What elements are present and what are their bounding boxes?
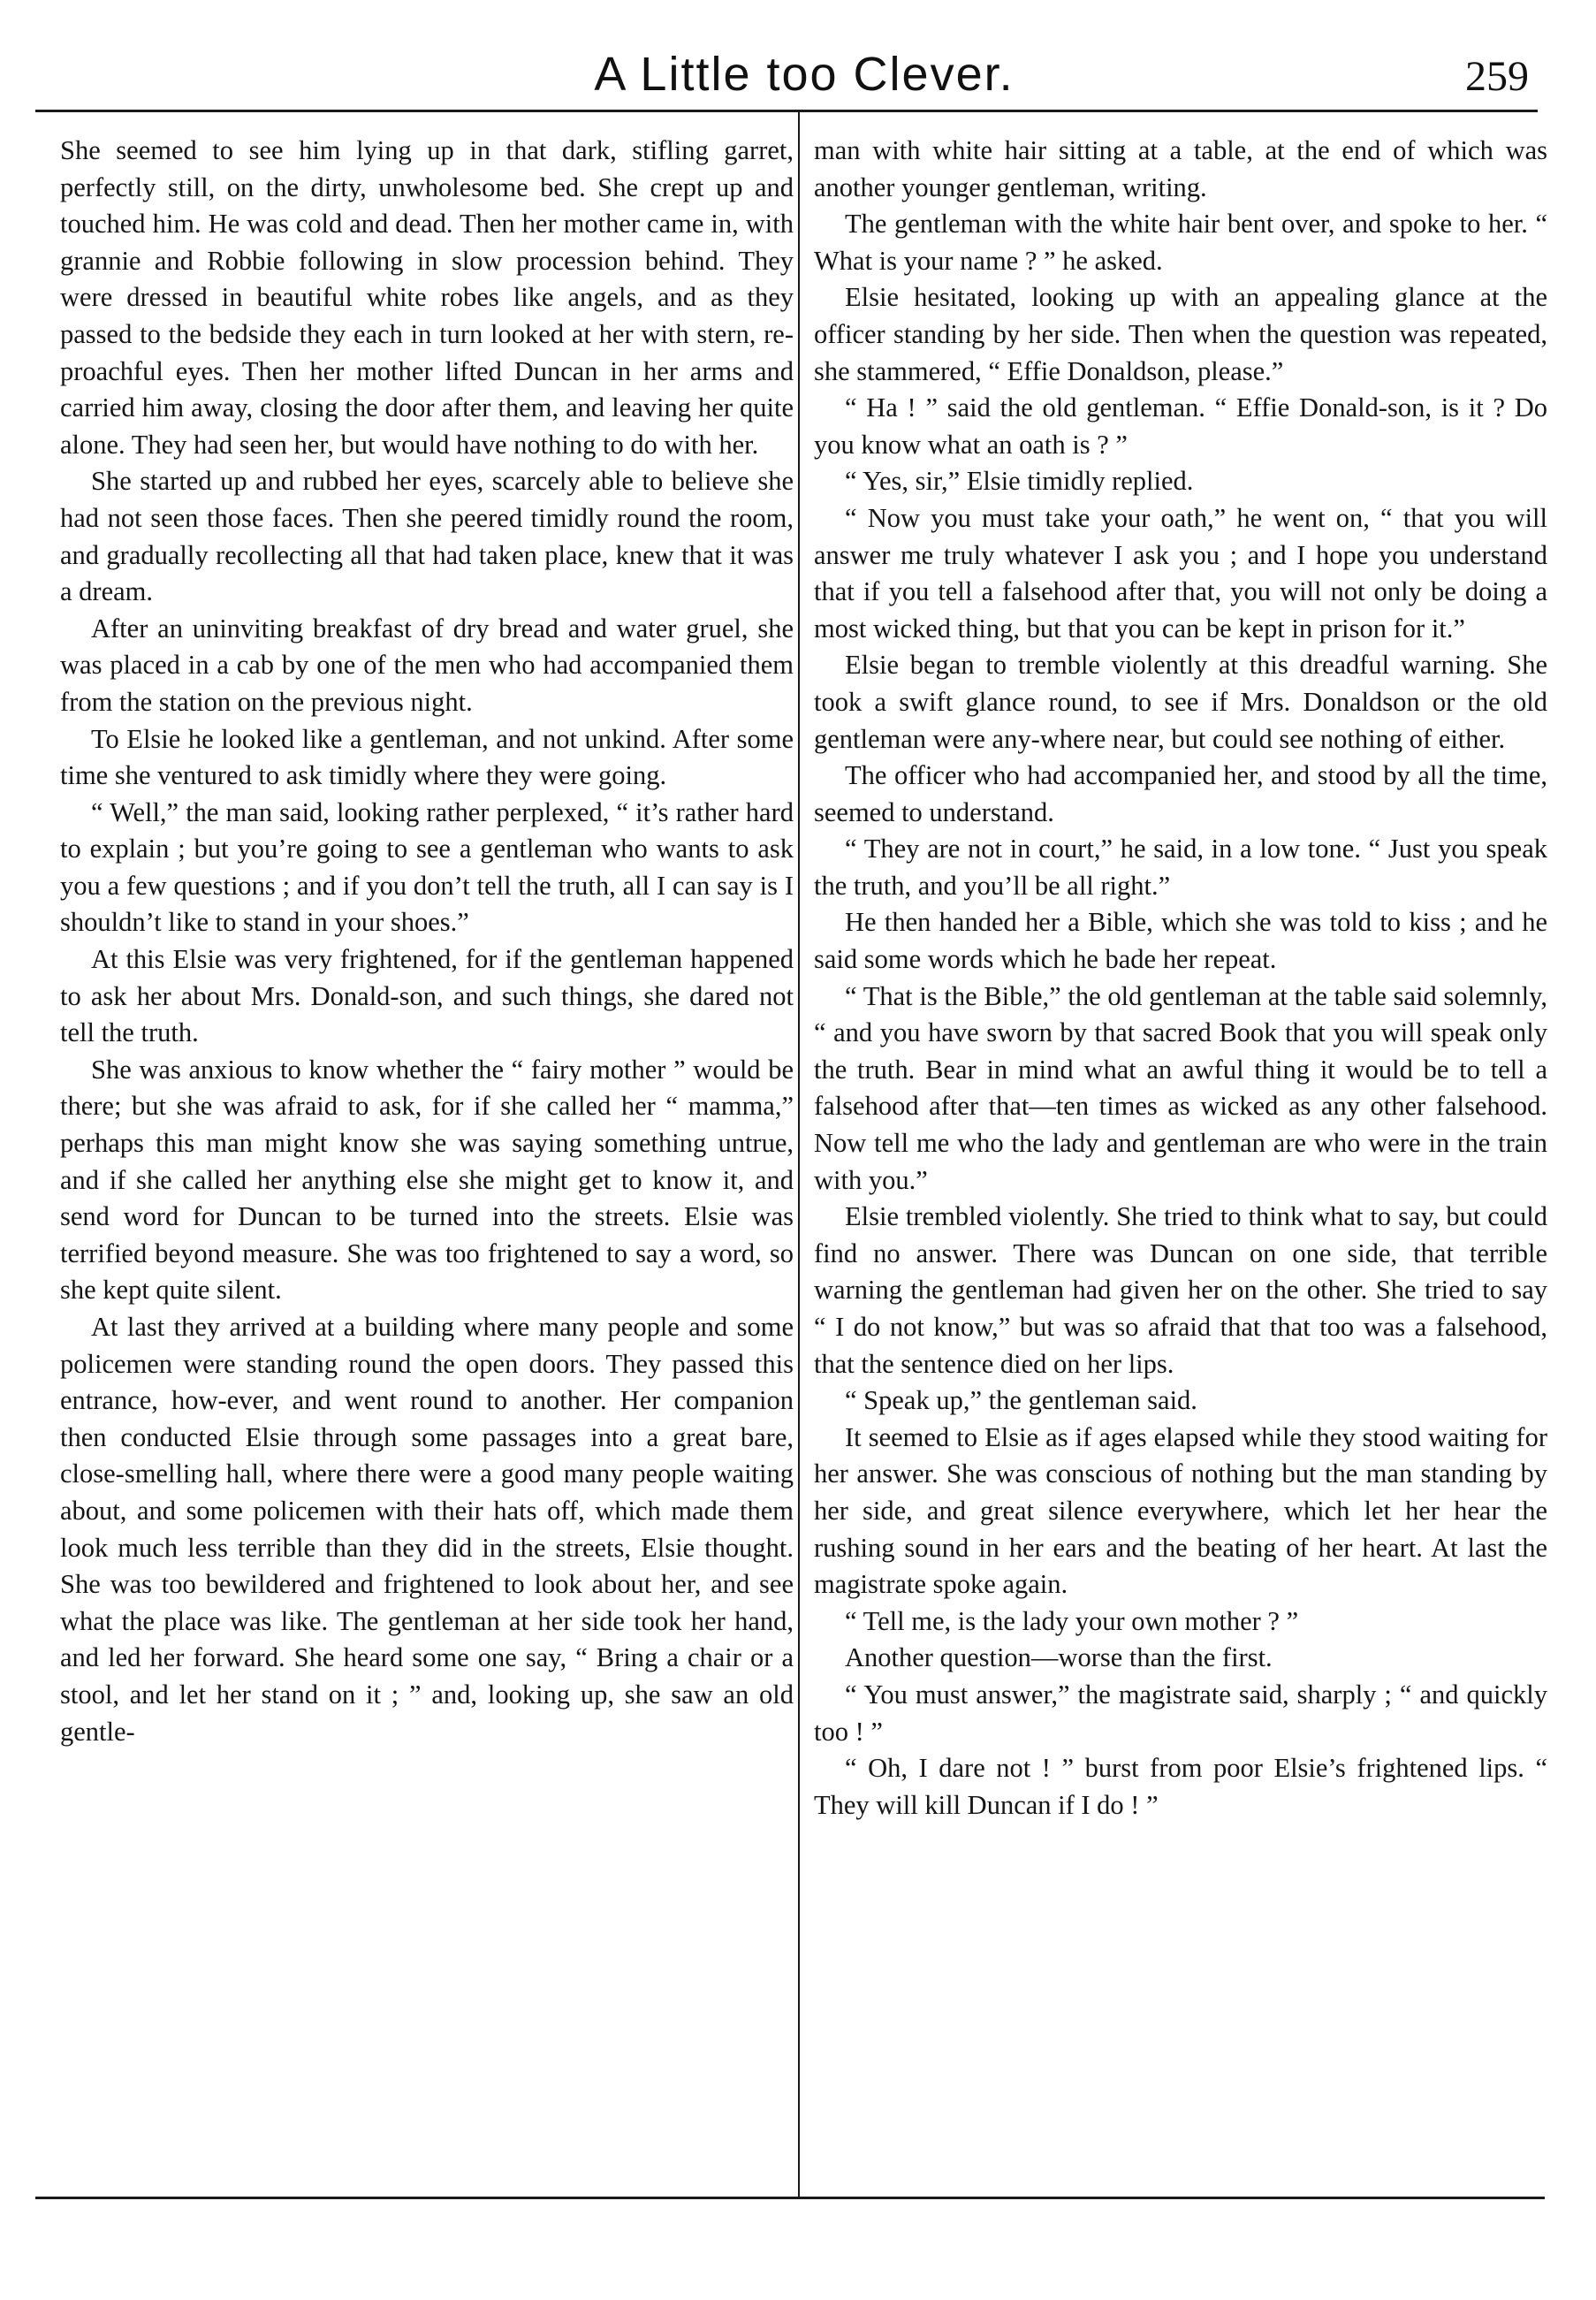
- footer-rule: [35, 2197, 1545, 2199]
- paragraph: At last they arrived at a building where many people and some policemen were standing round the open doors. They passed this entrance, how-ever, and went round to another. Her companion then conducted Elsie through some passages into a great bare, close-smelling hall, where there were a good many people waiting about, and some policemen with their hats off, which made them look much less terrible than they did in the streets, Elsie thought. She was too bewildered and frightened to look about her, and see what the place was like. The gentleman at her side took her hand, and led her forward. She heard some one say, “ Bring a chair or a stool, and let her stand on it ; ” and, looking up, she saw an old gentle-: [60, 1312, 794, 1747]
- paragraph: “ Tell me, is the lady your own mother ? ”: [845, 1605, 1299, 1636]
- page-number: 259: [1465, 53, 1529, 100]
- paragraph: “ You must answer,” the magistrate said, sharply ; “ and quickly too ! ”: [814, 1679, 1547, 1747]
- paragraph: Another question—worse than the first.: [845, 1642, 1273, 1673]
- page-number-underline: [1423, 110, 1520, 111]
- paragraph: “ They are not in court,” he said, in a low tone. “ Just you speak the truth, and you’ll be all right.”: [814, 834, 1547, 901]
- paragraph: To Elsie he looked like a gentleman, and not unkind. After some time she ventured to ask timidly where they were going.: [60, 723, 794, 791]
- paragraph: She seemed to see him lying up in that dark, stifling garret, perfectly still, on the dirty, unwholesome bed. She crept up and touched him. He was cold and dead. Then her mother came in, with grannie and Robbie following in slow procession behind. They were dressed in beautiful white robes like angels, and as they passed to the bedside they each in turn looked at her with stern, re-proachful eyes. Then her mother lifted Duncan in her arms and carried him away, closing the door after them, and leaving her quite alone. They had seen her, but would have nothing to do with her.: [60, 135, 794, 460]
- column-divider: [798, 112, 800, 2197]
- paragraph: “ That is the Bible,” the old gentleman at the table said solemnly, “ and you have sworn by that sacred Book that you will speak only the truth. Bear in mind what an awful thing it would be to tell a falsehood after that—ten times as wicked as any other falsehood. Now tell me who the lady and gentleman are who were in the train with you.”: [814, 980, 1547, 1195]
- paragraph: Elsie hesitated, looking up with an appealing glance at the officer standing by her side. Then when the question was repeated, she stammered, “ Effie Donaldson, please.”: [814, 282, 1547, 386]
- paragraph: “ Well,” the man said, looking rather perplexed, “ it’s rather hard to explain ; but you’re going to see a gentleman who wants to ask you a few questions ; and if you don’t tell the truth, all I can say is I shouldn’t like to stand in your shoes.”: [60, 796, 794, 938]
- paragraph: “ Ha ! ” said the old gentleman. “ Effie Donald-son, is it ? Do you know what an oath is ? ”: [814, 392, 1547, 460]
- paragraph: “ Yes, sir,” Elsie timidly replied.: [845, 466, 1194, 497]
- paragraph: “ Oh, I dare not ! ” burst from poor Elsie’s frightened lips. “ They will kill Duncan if I do ! ”: [814, 1753, 1547, 1820]
- paragraph: “ Now you must take your oath,” he went on, “ that you will answer me truly whatever I ask you ; and I hope you understand that if you tell a falsehood after that, you will not only be doing a most wicked thing, but that you can be kept in prison for it.”: [814, 502, 1547, 644]
- header-rule: [35, 110, 1538, 112]
- paragraph: She was anxious to know whether the “ fairy mother ” would be there; but she was afraid to ask, for if she called her “ mamma,” perhaps this man might know she was saying something untrue, and if she called her anything else she might get to know it, and send word for Duncan to be turned into the streets. Elsie was terrified beyond measure. She was too frightened to say a word, so she kept quite silent.: [60, 1054, 794, 1306]
- paragraph: The gentleman with the white hair bent over, and spoke to her. “ What is your name ? ” he asked.: [814, 209, 1547, 276]
- paragraph: man with white hair sitting at a table, at the end of which was another younger gentleman, writing.: [814, 135, 1547, 202]
- paragraph: Elsie began to tremble violently at this dreadful warning. She took a swift glance round, to see if Mrs. Donaldson or the old gentleman were any-where near, but could see nothing of either.: [814, 650, 1547, 754]
- paragraph: After an uninviting breakfast of dry bread and water gruel, she was placed in a cab by one of the men who had accompanied them from the station on the previous night.: [60, 613, 794, 717]
- paragraph: The officer who had accompanied her, and stood by all the time, seemed to understand.: [814, 760, 1547, 827]
- paragraph: It seemed to Elsie as if ages elapsed while they stood waiting for her answer. She was conscious of nothing but the man standing by her side, and great silence everywhere, which let her hear the rushing sound in her ears and the beating of her heart. At last the magistrate spoke again.: [814, 1421, 1547, 1600]
- running-title: A Little too Clever.: [594, 48, 1015, 101]
- paragraph: Elsie trembled violently. She tried to think what to say, but could find no answer. There was Duncan on one side, that terrible warning the gentleman had given her on the other. She tried to say “ I do not know,” but was so afraid that that too was a falsehood, that the sentence died on her lips.: [814, 1201, 1547, 1379]
- paragraph: He then handed her a Bible, which she was told to kiss ; and he said some words which he bade her repeat.: [814, 907, 1547, 975]
- right-column: [814, 133, 1547, 2183]
- paragraph: “ Speak up,” the gentleman said.: [845, 1385, 1197, 1416]
- paragraph: At this Elsie was very frightened, for if the gentleman happened to ask her about Mrs. Donald-son, and such things, she dared not tell the truth.: [60, 944, 794, 1048]
- paragraph: She started up and rubbed her eyes, scarcely able to believe she had not seen those faces. Then she peered timidly round the room, and gradually recollecting all that had taken place, knew that it was a dream.: [60, 466, 794, 607]
- left-column: [60, 133, 794, 2183]
